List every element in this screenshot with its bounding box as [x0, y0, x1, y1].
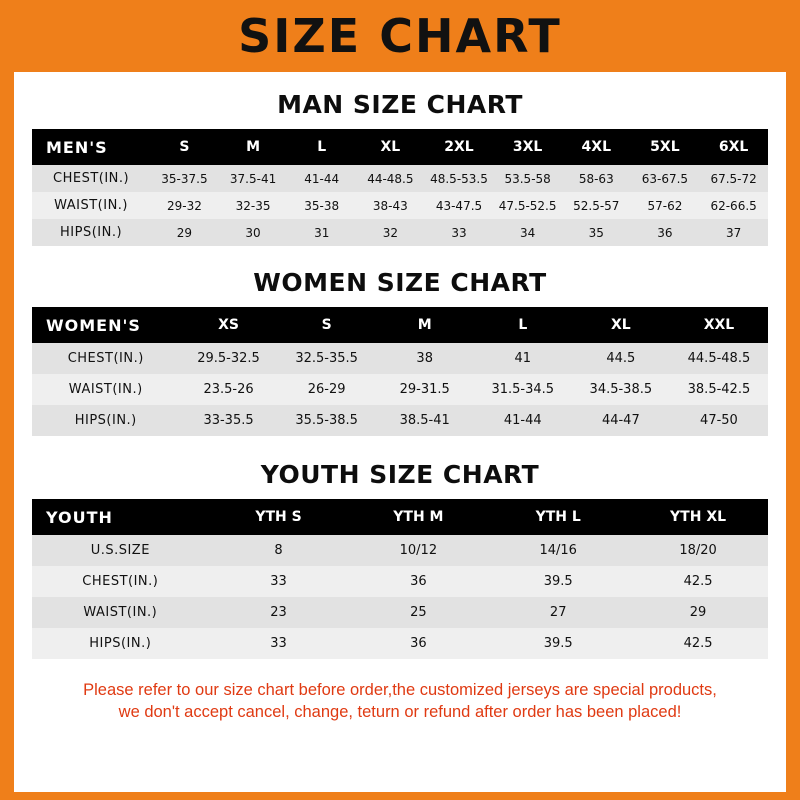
youth-cell-1-3: 42.5	[628, 566, 768, 597]
men-cell-0-4: 48.5-53.5	[425, 165, 494, 192]
women-row-label-1: WAIST(IN.)	[32, 374, 180, 405]
men-cell-2-5: 34	[493, 219, 562, 246]
table-row	[32, 219, 768, 246]
order-notice-line-1: Please refer to our size chart before order,the customized jerseys are special products,	[83, 681, 717, 699]
men-cell-2-4: 33	[425, 219, 494, 246]
men-row-label-1: WAIST(IN.)	[32, 192, 150, 219]
men-cell-2-1: 30	[219, 219, 288, 246]
men-cell-0-6: 58-63	[562, 165, 631, 192]
youth-cell-1-2: 39.5	[488, 566, 628, 597]
youth-cell-2-3: 29	[628, 597, 768, 628]
youth-row-label-1: CHEST(IN.)	[32, 566, 209, 597]
men-row-label-2: HIPS(IN.)	[32, 219, 150, 246]
men-cell-0-2: 41-44	[287, 165, 356, 192]
table-row	[32, 405, 768, 436]
men-cell-1-4: 43-47.5	[425, 192, 494, 219]
women-cell-0-3: 41	[474, 343, 572, 374]
men-col-2: L	[287, 129, 356, 165]
women-cell-1-0: 23.5-26	[180, 374, 278, 405]
women-size-table	[32, 307, 768, 436]
men-cell-1-1: 32-35	[219, 192, 288, 219]
women-cell-2-4: 44-47	[572, 405, 670, 436]
men-cell-1-2: 35-38	[287, 192, 356, 219]
youth-cell-3-3: 42.5	[628, 628, 768, 659]
bottom-accent-bar	[0, 792, 800, 800]
women-col-3: L	[474, 307, 572, 343]
youth-cell-1-0: 33	[209, 566, 349, 597]
table-row	[32, 535, 768, 566]
youth-corner-label: YOUTH	[32, 499, 209, 535]
women-section-title: WOMEN SIZE CHART	[253, 268, 547, 297]
men-cell-1-5: 47.5-52.5	[493, 192, 562, 219]
women-cell-2-1: 35.5-38.5	[278, 405, 376, 436]
men-cell-1-3: 38-43	[356, 192, 425, 219]
men-col-3: XL	[356, 129, 425, 165]
table-row	[32, 628, 768, 659]
youth-cell-2-2: 27	[488, 597, 628, 628]
men-cell-0-0: 35-37.5	[150, 165, 219, 192]
youth-col-0: YTH S	[209, 499, 349, 535]
women-col-0: XS	[180, 307, 278, 343]
table-row	[32, 165, 768, 192]
youth-cell-3-2: 39.5	[488, 628, 628, 659]
men-row-label-0: CHEST(IN.)	[32, 165, 150, 192]
youth-cell-1-1: 36	[348, 566, 488, 597]
women-cell-2-0: 33-35.5	[180, 405, 278, 436]
women-cell-0-0: 29.5-32.5	[180, 343, 278, 374]
women-cell-2-5: 47-50	[670, 405, 768, 436]
youth-section-title: YOUTH SIZE CHART	[260, 460, 540, 489]
men-header-row	[32, 129, 768, 165]
women-header-row	[32, 307, 768, 343]
women-cell-0-2: 38	[376, 343, 474, 374]
women-row-label-2: HIPS(IN.)	[32, 405, 180, 436]
men-col-0: S	[150, 129, 219, 165]
women-cell-1-5: 38.5-42.5	[670, 374, 768, 405]
men-cell-2-8: 37	[699, 219, 768, 246]
men-cell-1-8: 62-66.5	[699, 192, 768, 219]
youth-row-label-3: HIPS(IN.)	[32, 628, 209, 659]
men-cell-2-2: 31	[287, 219, 356, 246]
youth-cell-3-0: 33	[209, 628, 349, 659]
women-corner-label: WOMEN'S	[32, 307, 180, 343]
men-corner-label: MEN'S	[32, 129, 150, 165]
youth-header-row	[32, 499, 768, 535]
youth-cell-0-2: 14/16	[488, 535, 628, 566]
men-size-table	[32, 129, 768, 246]
men-cell-2-6: 35	[562, 219, 631, 246]
men-cell-0-3: 44-48.5	[356, 165, 425, 192]
women-cell-1-2: 29-31.5	[376, 374, 474, 405]
men-col-8: 6XL	[699, 129, 768, 165]
men-cell-0-5: 53.5-58	[493, 165, 562, 192]
table-row	[32, 597, 768, 628]
table-row	[32, 374, 768, 405]
men-cell-2-0: 29	[150, 219, 219, 246]
youth-cell-0-0: 8	[209, 535, 349, 566]
youth-cell-2-0: 23	[209, 597, 349, 628]
page-title: SIZE CHART	[238, 9, 562, 63]
men-cell-2-3: 32	[356, 219, 425, 246]
youth-cell-3-1: 36	[348, 628, 488, 659]
women-cell-1-3: 31.5-34.5	[474, 374, 572, 405]
women-col-1: S	[278, 307, 376, 343]
women-cell-1-1: 26-29	[278, 374, 376, 405]
men-cell-1-6: 52.5-57	[562, 192, 631, 219]
order-notice-line-2: we don't accept cancel, change, teturn or refund after order has been placed!	[118, 703, 682, 722]
women-cell-0-1: 32.5-35.5	[278, 343, 376, 374]
youth-size-table	[32, 499, 768, 659]
men-cell-0-8: 67.5-72	[699, 165, 768, 192]
youth-col-3: YTH XL	[628, 499, 768, 535]
youth-row-label-2: WAIST(IN.)	[32, 597, 209, 628]
women-col-2: M	[376, 307, 474, 343]
men-col-6: 4XL	[562, 129, 631, 165]
men-cell-0-7: 63-67.5	[631, 165, 700, 192]
youth-cell-0-1: 10/12	[348, 535, 488, 566]
men-cell-1-0: 29-32	[150, 192, 219, 219]
man-section-title: MAN SIZE CHART	[277, 90, 523, 119]
youth-cell-0-3: 18/20	[628, 535, 768, 566]
women-cell-2-3: 41-44	[474, 405, 572, 436]
women-col-5: XXL	[670, 307, 768, 343]
men-col-1: M	[219, 129, 288, 165]
men-cell-0-1: 37.5-41	[219, 165, 288, 192]
youth-col-2: YTH L	[488, 499, 628, 535]
table-row	[32, 192, 768, 219]
page-banner	[0, 0, 800, 72]
men-cell-1-7: 57-62	[631, 192, 700, 219]
table-row	[32, 566, 768, 597]
order-notice	[32, 679, 768, 724]
women-cell-0-4: 44.5	[572, 343, 670, 374]
women-cell-0-5: 44.5-48.5	[670, 343, 768, 374]
table-row	[32, 343, 768, 374]
youth-row-label-0: U.S.SIZE	[32, 535, 209, 566]
women-col-4: XL	[572, 307, 670, 343]
men-col-4: 2XL	[425, 129, 494, 165]
youth-cell-2-1: 25	[348, 597, 488, 628]
men-cell-2-7: 36	[631, 219, 700, 246]
content-area	[14, 90, 786, 724]
women-cell-1-4: 34.5-38.5	[572, 374, 670, 405]
women-cell-2-2: 38.5-41	[376, 405, 474, 436]
men-col-7: 5XL	[631, 129, 700, 165]
youth-col-1: YTH M	[348, 499, 488, 535]
women-row-label-0: CHEST(IN.)	[32, 343, 180, 374]
men-col-5: 3XL	[493, 129, 562, 165]
